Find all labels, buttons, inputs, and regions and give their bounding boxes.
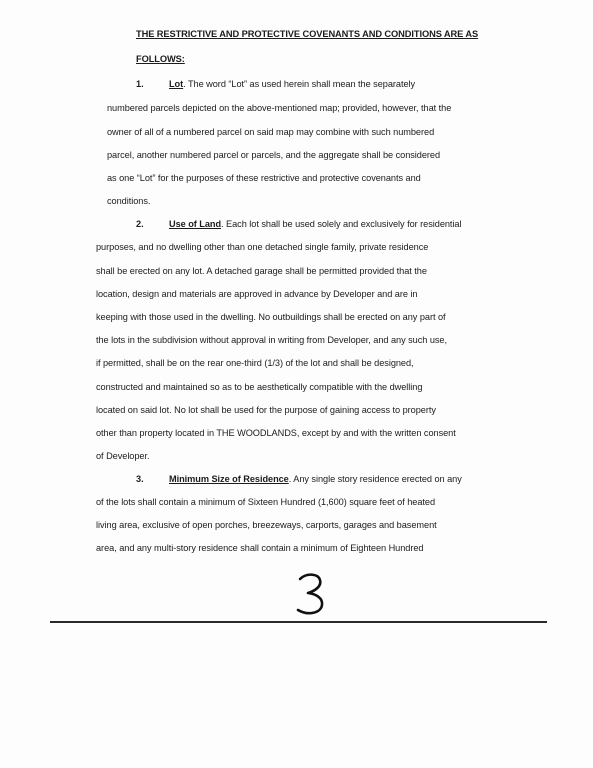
section-number: 3. [136,474,144,484]
section-title: Minimum Size of Residence [169,474,289,484]
body-line: located on said lot. No lot shall be used for the purpose of gaining access to property [96,405,436,415]
section-first-line [169,79,415,90]
covenants-heading-line-2: FOLLOWS: [136,54,185,64]
handwritten-three-icon [280,565,340,621]
body-line: the lots in the subdivision without approval in writing from Developer, and any such use, [96,335,447,345]
body-line: as one “Lot” for the purposes of these restrictive and protective covenants and [107,173,421,183]
body-line: living area, exclusive of open porches, breezeways, carports, garages and basement [96,520,437,530]
body-line: numbered parcels depicted on the above-mentioned map; provided, however, that the [107,103,452,113]
section-first-line-text: . Any single story residence erected on any [288,474,462,484]
section-first-line [169,474,462,485]
body-line: constructed and maintained so as to be aesthetically compatible with the dwelling [96,382,423,392]
body-line: owner of all of a numbered parcel on said map may combine with such numbered [107,127,435,137]
body-line: purposes, and no dwelling other than one detached single family, private residence [96,242,429,252]
body-line: conditions. [107,196,151,206]
body-line: of Developer. [96,451,150,461]
body-line: location, design and materials are approved in advance by Developer and are in [96,289,418,299]
section-first-line-text: . Each lot shall be used solely and exclusively for residential [221,219,462,229]
section-number: 2. [136,219,144,229]
section-title: Lot [169,79,184,89]
body-line: if permitted, shall be on the rear one-third (1/3) of the lot and shall be designed, [96,358,414,368]
body-line: of the lots shall contain a minimum of Sixteen Hundred (1,600) square feet of heated [96,497,435,507]
bottom-horizontal-rule [50,621,547,623]
body-line: area, and any multi-story residence shall contain a minimum of Eighteen Hundred [96,543,424,553]
body-line: keeping with those used in the dwelling. No outbuildings shall be erected on any part of [96,312,446,322]
covenants-heading-line-1: THE RESTRICTIVE AND PROTECTIVE COVENANTS AND CONDITIONS ARE AS [136,29,479,39]
section-number: 1. [136,79,144,89]
section-first-line [169,219,461,230]
section-title: Use of Land [169,219,222,229]
body-line: other than property located in THE WOODLANDS, except by and with the written consent [96,428,456,438]
section-first-line-text: . The word “Lot” as used herein shall mean the separately [183,79,416,89]
body-line: shall be erected on any lot. A detached garage shall be permitted provided that the [96,266,427,276]
handwritten-page-number [280,565,340,621]
body-line: parcel, another numbered parcel or parcels, and the aggregate shall be considered [107,150,441,160]
